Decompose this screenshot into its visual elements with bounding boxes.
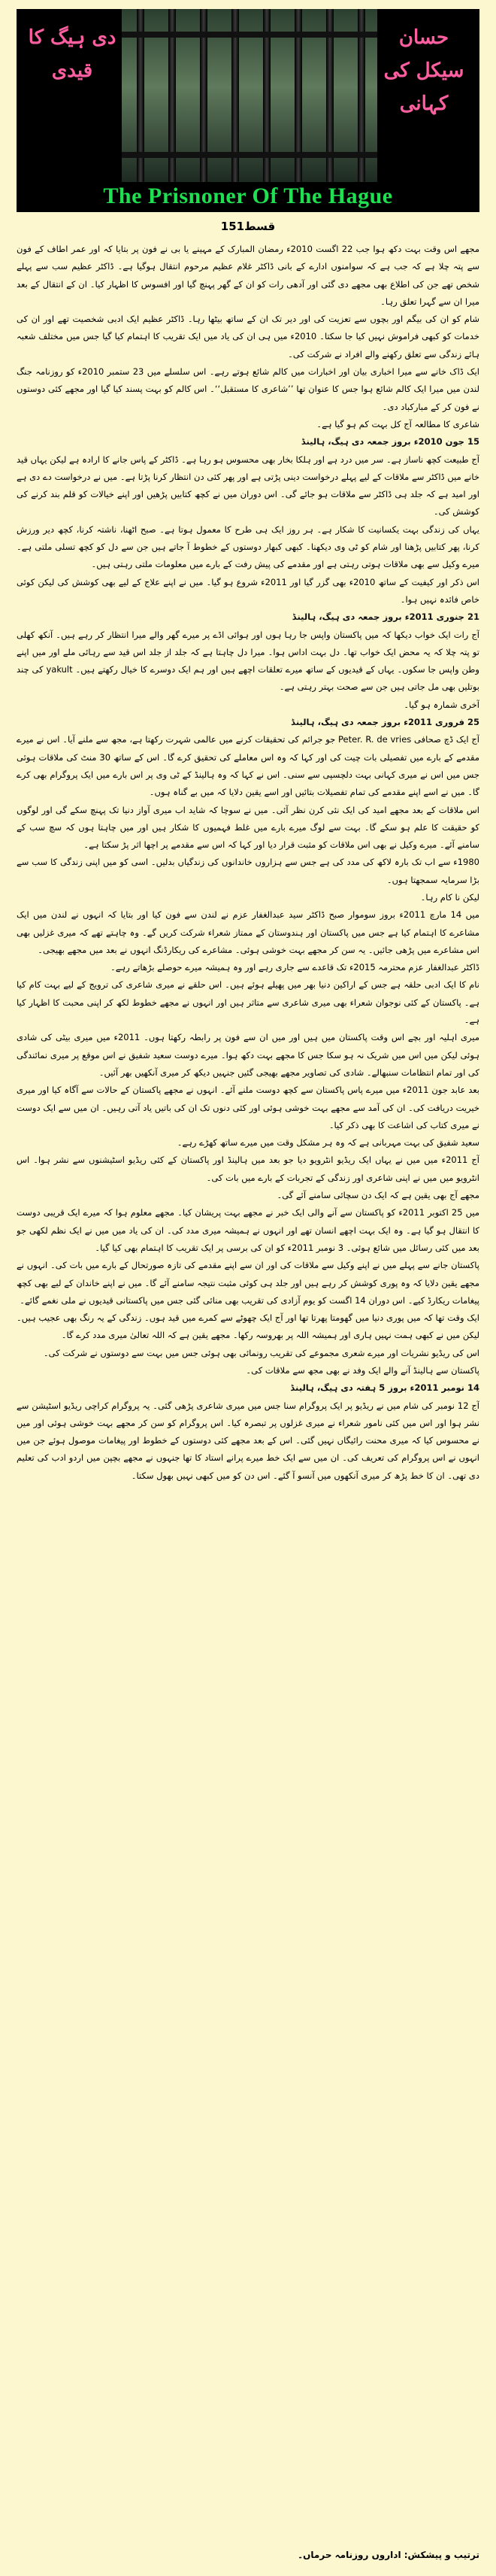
paragraph: لیکن نا کام رہا۔: [420, 891, 479, 903]
article-body: [17, 241, 479, 2538]
paragraph: نام کا ایک ادبی حلقہ ہے جس کے اراکین دنیا بھر میں پھیلے ہوئے ہیں۔ اس حلقے نے میری شاعری کی ترویج کے لیے بہت کام کیا ہے۔ پاکستان کے کئی نوجوان شعراء بھی میری شاعری سے متاثر ہیں اور انہوں نے مجھے خطوط لکھ کر اپنی محبت کا اظہار کیا ہے۔: [17, 979, 479, 1026]
signature-line: ترتیب و پیشکش: اداروں روزنامہ حرماں۔: [298, 2550, 479, 2560]
diary-date-heading: 21 جنوری 2011ء بروز جمعہ دی ہیگ، ہالینڈ: [292, 611, 479, 623]
paragraph: آخری شمارہ ہو گیا۔: [404, 699, 479, 710]
paragraph: پاکستان جانے سے پہلے میں نے اپنے وکیل سے ملاقات کی اور ان سے اپنے مقدمے کی تازہ صورتحال کے بارے میں بات کی۔ انہوں نے مجھے یقین دلایا کہ وہ پوری کوشش کر رہے ہیں اور جلد ہی کوئی مثبت نتیجہ سامنے آئے گا۔ میں نے اپنے خاندان کے لیے بھی کچھ پیغامات ریکارڈ کیے۔ اس دوران 14 اگست کو یوم آزادی کی تقریب بھی منائی گئی جس میں پاکستانی قیدیوں نے ملی نغمے گائے۔: [17, 1260, 479, 1306]
paragraph: ایک وقت تھا کہ میں پوری دنیا میں گھومتا پھرتا تھا اور آج ایک چھوٹے سے کمرے میں قید ہوں۔ زندگی کے یہ رنگ بھی عجیب ہیں۔ لیکن میں نے کبھی ہمت نہیں ہاری اور ہمیشہ اللہ پر بھروسہ رکھا۔ مجھے یقین ہے کہ اللہ تعالیٰ میری مدد کرے گا۔: [17, 1312, 479, 1341]
english-title: The Prisnoner Of The Hague: [103, 184, 393, 208]
paragraph: پاکستان سے ہالینڈ آنے والے ایک وفد نے بھی مجھ سے ملاقات کی۔: [246, 1365, 479, 1376]
paragraph: مجھے آج بھی یقین ہے کہ ایک دن سچائی سامنے آئے گی۔: [277, 1190, 479, 1201]
paragraph: میری اہلیہ اور بچے اس وقت پاکستان میں ہیں اور میں ان سے فون پر رابطہ رکھتا ہوں۔ 2011ء میں میری بیٹی کی شادی ہوئی لیکن میں اس میں شریک نہ ہو سکا جس کا مجھے بہت دکھ ہوا۔ میرے دوست سعید شفیق نے اس موقع پر میری نمائندگی کی اور تمام انتظامات سنبھالے۔ شادی کی تصاویر مجھے بھیجی گئیں جنہیں دیکھ کر میری آنکھیں بھر آئیں۔: [17, 1032, 479, 1078]
paragraph: شام کو ان کی بیگم اور بچوں سے تعزیت کی اور دیر تک ان کے ساتھ بیٹھا رہا۔ ڈاکٹر عظیم ایک ادبی شخصیت تھے اور ان کی خدمات کو کبھی فراموش نہیں کیا جا سکتا۔ 2010ء میں ہی ان کی یاد میں ایک تقریب کا اہتمام کیا گیا جس میں مختلف شعبہ ہائے زندگی سے تعلق رکھنے والے افراد نے شرکت کی۔: [17, 314, 479, 360]
prison-bars-image: [122, 9, 377, 182]
diary-date-heading: 25 فروری 2011ء بروز جمعہ دی ہیگ، ہالینڈ: [291, 717, 479, 728]
paragraph: آج 12 نومبر کی شام میں نے ریڈیو پر ایک پروگرام سنا جس میں میری شاعری پڑھی گئی۔ یہ پروگرام کراچی ریڈیو اسٹیشن سے نشر ہوا اور اس میں کئی نامور شعراء نے میری غزلوں پر تبصرہ کیا۔ اس پروگرام کو سن کر مجھے بہت خوشی ہوئی اور میں نے محسوس کیا کہ میری محنت رائیگاں نہیں گئی۔ اس کے بعد مجھے کئی دوستوں کے خطوط اور پیغامات موصول ہوئے جن میں انہوں نے اس پروگرام کی تعریف کی۔ ان میں سے ایک خط میرے پرانے استاد کا تھا جنہوں نے مجھے بچپن میں اردو ادب کی تعلیم دی تھی۔ ان کا خط پڑھ کر میری آنکھوں میں آنسو آ گئے۔ اس دن کو میں کبھی نہیں بھول سکتا۔: [17, 1400, 479, 1481]
header-banner: [17, 9, 479, 212]
paragraph: آج ایک ڈچ صحافی Peter. R. de vries جو جرائم کی تحقیقات کرنے میں عالمی شہرت رکھتا ہے، مجھ سے ملنے آیا۔ اس نے میرے مقدمے کے بارے میں تفصیلی بات چیت کی اور کہا کہ وہ اس معاملے کی تحقیق کرے گا۔ اس کے ساتھ 30 منٹ کی ملاقات ہوئی جس میں اس نے میری کہانی بہت دلچسپی سے سنی۔ اس نے کہا کہ وہ ہالینڈ کے ٹی وی پر اس بارے میں ایک پروگرام بھی کرے گا۔ میں نے اسے اپنے مقدمے کی تمام تفصیلات بتائیں اور اسے یقین دلایا کہ میں بے گناہ ہوں۔: [17, 734, 479, 798]
episode-label: قسط151: [220, 220, 276, 233]
diary-date-heading: 15 جون 2010ء بروز جمعہ دی ہیگ، ہالینڈ: [301, 436, 479, 448]
paragraph: آج طبیعت کچھ ناساز ہے۔ سر میں درد ہے اور ہلکا بخار بھی محسوس ہو رہا ہے۔ ڈاکٹر کے پاس جانے کا ارادہ ہے لیکن یہاں قید خانے میں ڈاکٹر سے ملاقات کے لیے پہلے درخواست دینی پڑتی ہے اور پھر کئی دن انتظار کرنا پڑتا ہے۔ میں نے درخواست دے دی ہے اور امید ہے کہ جلد ہی ڈاکٹر سے ملاقات ہو جائے گی۔ اس دوران میں نے کچھ کتابیں پڑھیں اور اپنے خیالات کو قلم بند کرنے کی کوشش کی۔: [17, 454, 479, 517]
paragraph: آج رات ایک خواب دیکھا کہ میں پاکستان واپس جا رہا ہوں اور ہوائی اڈے پر میرے گھر والے میرا انتظار کر رہے ہیں۔ آنکھ کھلی تو پتہ چلا کہ یہ محض ایک خواب تھا۔ دل بہت اداس ہوا۔ میرا دل چاہتا ہے کہ جلد از جلد اس قید سے رہائی ملے اور میں اپنے وطن واپس جا سکوں۔ یہاں کے قیدیوں کے ساتھ میرے تعلقات اچھے ہیں اور ہم ایک دوسرے کا خیال رکھتے ہیں۔ yakult کی چند بوتلیں بھی مل جاتی ہیں جن سے صحت بہتر رہتی ہے۔: [17, 629, 479, 693]
paragraph: سعید شفیق کی بہت مہربانی ہے کہ وہ ہر مشکل وقت میں میرے ساتھ کھڑے رہے۔: [177, 1137, 479, 1148]
paragraph: میں 25 اکتوبر 2011ء کو پاکستان سے آنے والی ایک خبر نے مجھے بہت پریشان کیا۔ مجھے معلوم ہوا کہ میرے ایک قریبی دوست کا انتقال ہو گیا ہے۔ وہ ایک بہت اچھے انسان تھے اور انہوں نے ہمیشہ میری مدد کی۔ ان کی یاد میں میں نے ایک نظم لکھی جو بعد میں کئی رسائل میں شائع ہوئی۔ 3 نومبر 2011ء کو ان کی برسی پر ایک تقریب کا اہتمام بھی کیا گیا۔: [17, 1207, 479, 1253]
paragraph: 1980ء سے اب تک بارہ لاکھ کی مدد کی ہے جس سے ہزاروں خاندانوں کی زندگیاں بدلیں۔ اسی کو میں اپنی زندگی کا سب سے بڑا سرمایہ سمجھتا ہوں۔: [17, 857, 479, 885]
paragraph: اس کی ریڈیو نشریات اور میرے شعری مجموعے کی تقریب رونمائی بھی ہوئی جس میں بہت سے دوستوں نے شرکت کی۔: [43, 1347, 479, 1358]
paragraph: یہاں کی زندگی بہت یکسانیت کا شکار ہے۔ ہر روز ایک ہی طرح کا معمول ہوتا ہے۔ صبح اٹھنا، ناشتہ کرنا، کچھ دیر ورزش کرنا، پھر کتابیں پڑھنا اور شام کو ٹی وی دیکھنا۔ کبھی کبھار دوستوں کے خطوط آ جاتے ہیں جن سے دل کو کچھ تسلی ملتی ہے۔ میرے وکیل سے بھی ملاقات ہوتی رہتی ہے اور مقدمے کی پیش رفت کے بارے میں معلومات ملتی رہتی ہیں۔: [17, 523, 479, 570]
urdu-title-right: حسان سیکل کی کہانی: [383, 26, 464, 115]
paragraph: بعد عابد جون 2011ء میں میرے پاس پاکستان سے کچھ دوست ملنے آئے۔ انہوں نے مجھے پاکستان کے حالات سے آگاہ کیا اور میری خیریت دریافت کی۔ ان کی آمد سے مجھے بہت خوشی ہوئی اور کئی دنوں تک ان کی باتیں یاد آتی رہیں۔ ان میں سے ایک دوست نے میری کتاب کی اشاعت کا بھی ذکر کیا۔: [17, 1085, 479, 1130]
urdu-title-left: دی ہیگ کا قیدی: [28, 26, 116, 82]
diary-date-heading: 14 نومبر 2011ء بروز 5 ہفتہ دی ہیگ، ہالینڈ: [290, 1382, 479, 1394]
paragraph: اس ملاقات کے بعد مجھے امید کی ایک نئی کرن نظر آئی۔ میں نے سوچا کہ شاید اب میری آواز دنیا تک پہنچ سکے گی اور لوگوں کو حقیقت کا علم ہو سکے گا۔ بہت سے لوگ میرے بارے میں غلط فہمیوں کا شکار ہیں اور میں چاہتا ہوں کہ سچ سب کے سامنے آئے۔ میرے وکیل نے بھی اس ملاقات کو مثبت قرار دیا اور کہا کہ اس سے مقدمے پر اچھا اثر پڑ سکتا ہے۔: [17, 804, 479, 851]
paragraph: ڈاکٹر عبدالغفار عزم محترمہ 2015ء تک قاعدے سے جاری رہے اور وہ ہمیشہ میرے حوصلے بڑھاتے رہے۔: [110, 962, 479, 973]
paragraph: ایک ڈاک خانے سے میرا اخباری بیان اور اخبارات میں کالم شائع ہوتے رہے۔ اس سلسلے میں 23 ستمبر 2010ء کو روزنامہ جنگ لندن میں میرا ایک کالم شائع ہوا جس کا عنوان تھا ’’شاعری کا مستقبل‘‘۔ اس کالم کو بہت پسند کیا گیا اور مجھے کئی دوستوں نے فون کر کے مبارکباد دی۔: [17, 366, 479, 412]
paragraph: اس ذکر اور کیفیت کے ساتھ 2010ء بھی گزر گیا اور 2011ء شروع ہو گیا۔ میں نے اپنے علاج کے لیے بھی کوشش کی لیکن کوئی خاص فائدہ نہیں ہوا۔: [17, 576, 479, 605]
paragraph: شاعری کا مطالعہ آج کل بہت کم ہو گیا ہے۔: [316, 418, 479, 429]
paragraph: آج 2011ء میں میں نے یہاں ایک ریڈیو انٹرویو دیا جو بعد میں ہالینڈ اور پاکستان کے کئی ریڈیو اسٹیشنوں سے نشر ہوا۔ اس انٹرویو میں میں نے اپنی شاعری اور زندگی کے تجربات کے بارے میں بات کی۔: [17, 1154, 479, 1183]
paragraph: میں 14 مارچ 2011ء بروز سوموار صبح ڈاکٹر سید عبدالغفار عزم نے لندن سے فون کیا اور بتایا کہ انہوں نے لندن میں ایک مشاعرے کا اہتمام کیا ہے جس میں پاکستان اور ہندوستان کے ممتاز شعراء شرکت کریں گے۔ وہ چاہتے تھے کہ میری غزلیں بھی اس مشاعرے میں پڑھی جائیں۔ یہ سن کر مجھے بہت خوشی ہوئی۔ مشاعرے کی ریکارڈنگ انہوں نے بعد میں مجھے بھیجی۔: [17, 909, 479, 955]
paragraph: مجھے اس وقت بہت دکھ ہوا جب 22 اگست 2010ء رمضان المبارک کے مہینے یا بی نے فون پر بتایا کہ اور عمر اطاف کے فون سے پتہ چلا ہے کہ جب ہے کہ سوامنوں ادارے کے بانی ڈاکٹر غلام عظیم مرحوم انتقال ہوگیا ہے۔ ڈاکٹر عظیم سب سے پہلے شخص تھے جن کی اطلاع بھی مجھے دی گئی اور آدھی رات کو ان کے گھر پہنچ گیا اور افسوس کا اظہار کیا۔ ان کے انتقال کے بعد میرا ان سے گہرا تعلق رہا۔: [17, 244, 479, 307]
